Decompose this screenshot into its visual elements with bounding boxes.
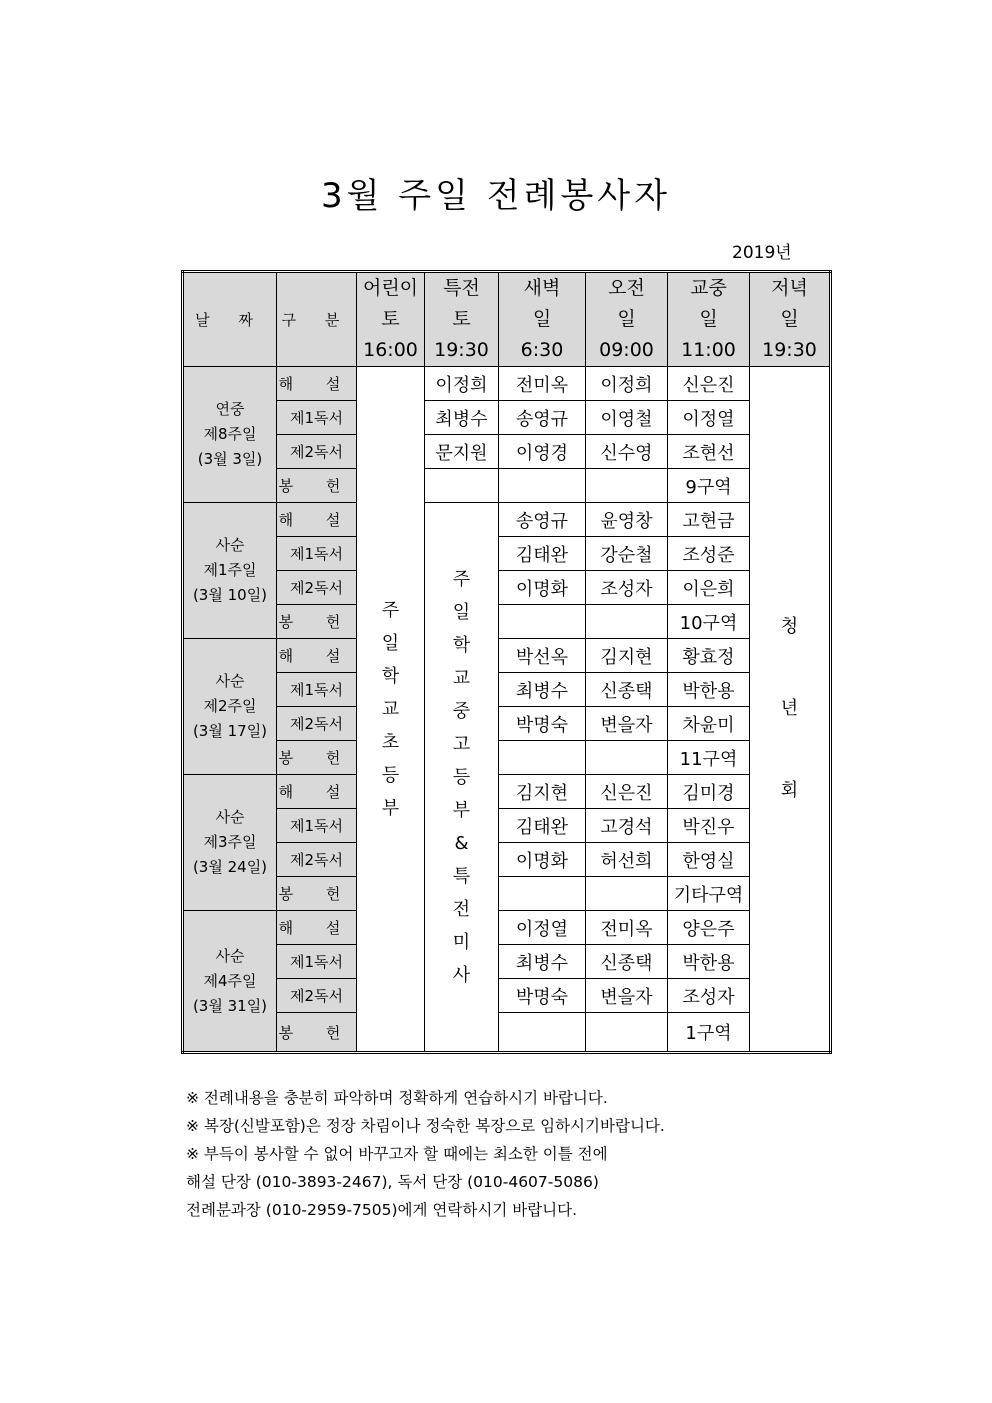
morning-mass-cell (586, 605, 668, 639)
role-label: 봉 헌 (277, 469, 357, 503)
table-row (183, 605, 831, 639)
vertical-char: 일 (452, 601, 471, 623)
table-row (183, 537, 831, 571)
morning-mass-cell: 전미옥 (586, 911, 668, 945)
vertical-char: 중 (452, 700, 471, 722)
year-label: 2019년 (732, 243, 792, 263)
role-label: 제1독서 (277, 673, 357, 707)
week-season: 사순 (215, 672, 245, 690)
week-week: 제2주일 (203, 697, 257, 715)
table-row (183, 877, 831, 911)
main-mass-cell: 이은희 (668, 571, 750, 605)
dawn-mass-cell: 박선옥 (499, 639, 586, 673)
special-mass-cell: 이정희 (425, 367, 499, 401)
table-row (183, 741, 831, 775)
week-date-cell (183, 639, 277, 775)
morning-mass-cell: 이영철 (586, 401, 668, 435)
morning-mass-cell: 신종택 (586, 673, 668, 707)
main-mass-cell: 고현금 (668, 503, 750, 537)
week-season: 사순 (215, 808, 245, 826)
main-mass-cell: 기타구역 (668, 877, 750, 911)
role-header: 구 분 (277, 272, 357, 367)
morning-mass-cell: 강순철 (586, 537, 668, 571)
mass-header-morning: 오전 일 09:00 (586, 272, 668, 367)
dawn-mass-cell: 송영규 (499, 401, 586, 435)
table-row (183, 843, 831, 877)
mass-header-evening: 저녁 일 19:30 (750, 272, 831, 367)
week-season: 사순 (215, 536, 245, 554)
morning-mass-cell: 윤영창 (586, 503, 668, 537)
week-date: (3월 31일) (192, 996, 268, 1015)
special-mass-cell (425, 469, 499, 503)
dawn-mass-cell: 박명숙 (499, 979, 586, 1013)
table-row (183, 979, 831, 1013)
main-mass-cell: 9구역 (668, 469, 750, 503)
table-row (183, 945, 831, 979)
vertical-char: 청 (780, 616, 799, 637)
week-season: 연중 (215, 400, 245, 418)
note-line: 해설 단장 (010-3893-2467), 독서 단장 (010-4607-5086) (186, 1173, 599, 1191)
morning-mass-cell: 허선희 (586, 843, 668, 877)
week-week: 제1주일 (203, 561, 257, 579)
dawn-mass-cell: 이명화 (499, 843, 586, 877)
role-label: 해 설 (277, 639, 357, 673)
main-mass-cell: 1구역 (668, 1013, 750, 1053)
vertical-char: 부 (381, 797, 400, 819)
vertical-char: 년 (780, 698, 799, 719)
morning-mass-cell: 신은진 (586, 775, 668, 809)
note-line: 전례분과장 (010-2959-7505)에게 연락하시기 바랍니다. (186, 1201, 578, 1219)
week-week: 제8주일 (203, 425, 257, 443)
dawn-mass-cell: 이영경 (499, 435, 586, 469)
dawn-mass-cell: 송영규 (499, 503, 586, 537)
main-mass-cell: 조성준 (668, 537, 750, 571)
dawn-mass-cell: 박명숙 (499, 707, 586, 741)
role-label: 제2독서 (277, 435, 357, 469)
vertical-char: 등 (452, 766, 471, 788)
evening-mass-merged-cell (750, 367, 831, 1053)
mass-header-special: 특전 토 19:30 (425, 272, 499, 367)
main-mass-cell: 신은진 (668, 367, 750, 401)
week-season: 사순 (215, 946, 245, 965)
vertical-char: 일 (381, 632, 400, 654)
table-row (183, 401, 831, 435)
main-mass-cell: 이정열 (668, 401, 750, 435)
dawn-mass-cell: 김태완 (499, 809, 586, 843)
morning-mass-cell (586, 877, 668, 911)
morning-mass-cell: 이정희 (586, 367, 668, 401)
table-row (183, 673, 831, 707)
header-row (183, 272, 831, 367)
note-line: ※ 복장(신발포함)은 정장 차림이나 정숙한 복장으로 임하시기바랍니다. (186, 1117, 665, 1135)
role-label: 제2독서 (277, 571, 357, 605)
note-line: ※ 부득이 봉사할 수 없어 바꾸고자 할 때에는 최소한 이틀 전에 (186, 1145, 608, 1163)
dawn-mass-cell (499, 605, 586, 639)
main-mass-cell: 한영실 (668, 843, 750, 877)
table-row (183, 469, 831, 503)
main-mass-cell: 박한용 (668, 945, 750, 979)
table-row (183, 571, 831, 605)
main-mass-cell: 11구역 (668, 741, 750, 775)
main-mass-cell: 조현선 (668, 435, 750, 469)
week-date: (3월 3일) (197, 450, 263, 468)
special-mass-cell: 문지원 (425, 435, 499, 469)
dawn-mass-cell (499, 741, 586, 775)
morning-mass-cell: 신수영 (586, 435, 668, 469)
table-row (183, 1013, 831, 1053)
role-label: 해 설 (277, 911, 357, 945)
main-mass-cell: 조성자 (668, 979, 750, 1013)
main-mass-cell: 박진우 (668, 809, 750, 843)
vertical-char: 학 (452, 634, 471, 656)
vertical-char: 전 (452, 898, 471, 920)
table-row (183, 775, 831, 809)
vertical-char: 부 (452, 799, 471, 821)
main-mass-cell: 김미경 (668, 775, 750, 809)
dawn-mass-cell (499, 469, 586, 503)
main-mass-cell: 차윤미 (668, 707, 750, 741)
vertical-char: 회 (780, 780, 799, 801)
role-label: 제1독서 (277, 809, 357, 843)
notes (186, 1084, 665, 1224)
special-mass-merged-cell (425, 503, 499, 1053)
mass-header-main: 교중 일 11:00 (668, 272, 750, 367)
vertical-char: 주 (381, 599, 400, 621)
schedule-table (181, 270, 832, 1054)
note-line: ※ 전례내용을 충분히 파악하며 정확하게 연습하시기 바랍니다. (186, 1089, 608, 1107)
vertical-char: 학 (381, 665, 400, 687)
vertical-char: 교 (452, 667, 471, 689)
dawn-mass-cell: 최병수 (499, 945, 586, 979)
children-mass-merged-cell (357, 367, 425, 1053)
main-mass-cell: 양은주 (668, 911, 750, 945)
week-date-cell (183, 775, 277, 911)
week-week: 제3주일 (203, 833, 257, 851)
dawn-mass-cell: 김지현 (499, 775, 586, 809)
table-row (183, 367, 831, 401)
table-row (183, 435, 831, 469)
morning-mass-cell (586, 1013, 668, 1053)
main-mass-cell: 황효정 (668, 639, 750, 673)
dawn-mass-cell: 이명화 (499, 571, 586, 605)
role-label: 제1독서 (277, 537, 357, 571)
dawn-mass-cell (499, 877, 586, 911)
morning-mass-cell: 김지현 (586, 639, 668, 673)
week-date-cell (183, 503, 277, 639)
table-row (183, 503, 831, 537)
morning-mass-cell: 고경석 (586, 809, 668, 843)
vertical-char: 등 (381, 764, 400, 786)
dawn-mass-cell (499, 1013, 586, 1053)
role-label: 해 설 (277, 367, 357, 401)
page-title: 3월 주일 전례봉사자 (321, 176, 671, 216)
week-date: (3월 17일) (192, 722, 268, 740)
vertical-char: 고 (452, 733, 471, 755)
dawn-mass-cell: 김태완 (499, 537, 586, 571)
week-week: 제4주일 (203, 971, 257, 990)
role-label: 해 설 (277, 503, 357, 537)
role-label: 제1독서 (277, 401, 357, 435)
morning-mass-cell (586, 469, 668, 503)
dawn-mass-cell: 최병수 (499, 673, 586, 707)
main-mass-cell: 10구역 (668, 605, 750, 639)
table-row (183, 639, 831, 673)
role-label: 봉 헌 (277, 1013, 357, 1053)
morning-mass-cell: 변을자 (586, 979, 668, 1013)
dawn-mass-cell: 전미옥 (499, 367, 586, 401)
week-date-cell (183, 911, 277, 1053)
role-label: 봉 헌 (277, 877, 357, 911)
morning-mass-cell: 조성자 (586, 571, 668, 605)
role-label: 제2독서 (277, 843, 357, 877)
role-label: 제2독서 (277, 707, 357, 741)
vertical-char: 사 (452, 964, 471, 986)
week-date: (3월 10일) (192, 586, 268, 604)
vertical-char: 미 (452, 931, 471, 953)
role-label: 제1독서 (277, 945, 357, 979)
date-header: 날 짜 (183, 272, 277, 367)
main-mass-cell: 박한용 (668, 673, 750, 707)
table-row (183, 911, 831, 945)
morning-mass-cell: 변을자 (586, 707, 668, 741)
role-label: 해 설 (277, 775, 357, 809)
vertical-char: 초 (381, 731, 400, 753)
morning-mass-cell (586, 741, 668, 775)
vertical-char: & (454, 832, 469, 854)
week-date-cell (183, 367, 277, 503)
morning-mass-cell: 신종택 (586, 945, 668, 979)
special-mass-cell: 최병수 (425, 401, 499, 435)
dawn-mass-cell: 이정열 (499, 911, 586, 945)
table-row (183, 809, 831, 843)
vertical-char: 특 (452, 865, 471, 887)
mass-header-dawn: 새벽 일 6:30 (499, 272, 586, 367)
role-label: 봉 헌 (277, 741, 357, 775)
week-date: (3월 24일) (192, 858, 268, 876)
mass-header-children: 어린이 토 16:00 (357, 272, 425, 367)
table-row (183, 707, 831, 741)
vertical-char: 주 (452, 568, 471, 590)
role-label: 제2독서 (277, 979, 357, 1013)
vertical-char: 교 (381, 698, 400, 720)
role-label: 봉 헌 (277, 605, 357, 639)
